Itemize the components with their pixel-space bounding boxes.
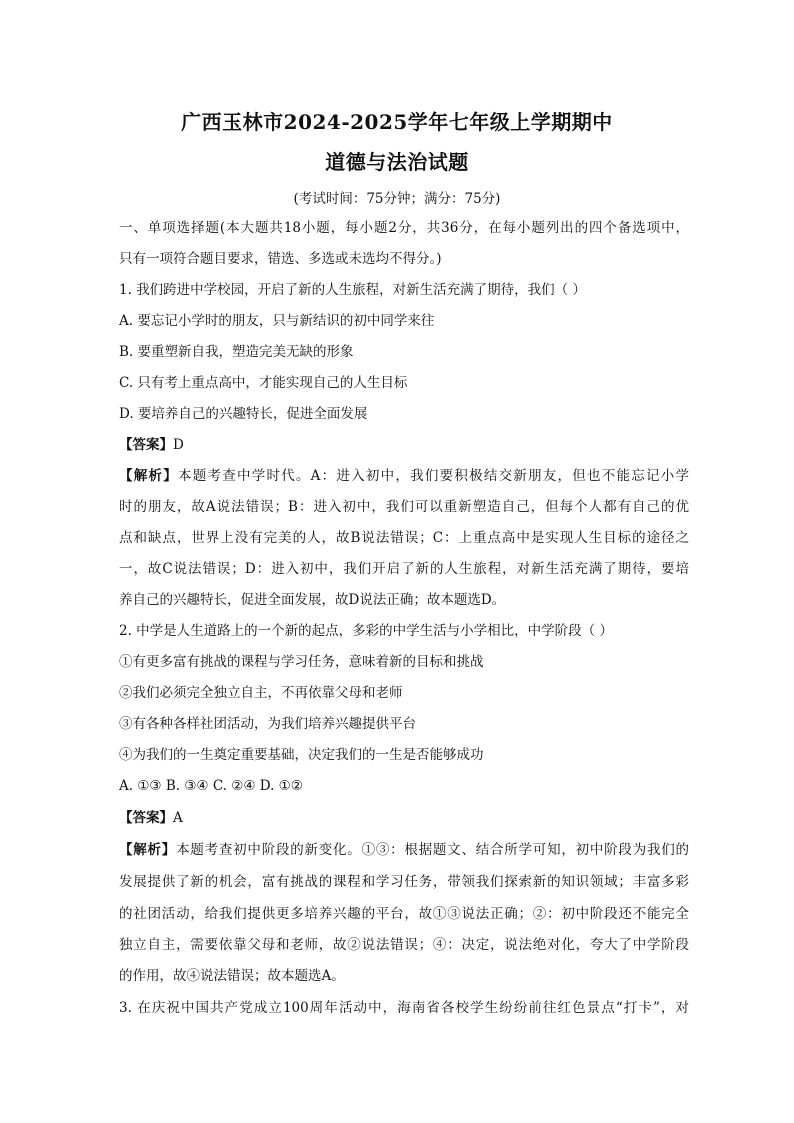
q2-analysis-line4: 独立自主，需要依靠父母和老师，故②说法错误；④：决定，说法绝对化，夸大了中学阶段 (119, 937, 689, 953)
q1-analysis-line1 (119, 466, 689, 486)
q1-answer (119, 435, 689, 455)
q1-option-b: B. 要重塑新自我，塑造完美无缺的形象 (119, 344, 354, 360)
q2-options: A. ①③ B. ③④ C. ②④ D. ①② (119, 778, 303, 794)
q2-analysis-text1: 本题考查初中阶段的新变化。①③：根据题文、结合所学可知，初中阶段为我们的 (176, 842, 689, 858)
q1-analysis-line5: 养自己的兴趣特长，促进全面发展，故D说法正确；故本题选D。 (119, 592, 506, 608)
q2-item1: ①有更多富有挑战的课程与学习任务，意味着新的目标和挑战 (119, 654, 484, 670)
q2-analysis-line2: 发展提供了新的机会，富有挑战的课程和学习任务，带领我们探索新的知识领域；丰富多彩 (119, 874, 689, 890)
q2-analysis-line1 (119, 840, 689, 860)
document-title-line2: 道德与法治试题 (325, 150, 469, 174)
section-intro-line1: 一、单项选择题(本大题共18小题，每小题2分，共36分，在每小题列出的四个备选项中， (119, 220, 689, 236)
q2-analysis-line5: 的作用，故④说法错误；故本题选A。 (119, 968, 345, 984)
q2-analysis-tag: 【解析】 (119, 842, 177, 858)
section-intro-line2: 只有一项符合题目要求，错选、多选或未选均不得分。) (119, 251, 442, 267)
q1-analysis-line3: 点和缺点，世界上没有完美的人，故B说法错误；C：上重点高中是实现人生目标的途径之 (119, 530, 689, 546)
q2-answer-value: A (173, 810, 183, 826)
q3-stem: 3. 在庆祝中国共产党成立100周年活动中，海南省各校学生纷纷前往红色景点“打卡”，对 (119, 1000, 689, 1016)
q2-stem: 2. 中学是人生道路上的一个新的起点，多彩的中学生活与小学相比，中学阶段（ ） (119, 623, 613, 639)
q1-stem: 1. 我们跨进中学校园，开启了新的人生旅程，对新生活充满了期待，我们（ ） (119, 282, 586, 298)
exam-info: (考试时间：75分钟；满分：75分) (293, 191, 501, 207)
q1-option-c: C. 只有考上重点高中，才能实现自己的人生目标 (119, 375, 408, 391)
q2-analysis-line3: 的社团活动，给我们提供更多培养兴趣的平台，故①③说法正确；②：初中阶段还不能完全 (119, 906, 689, 922)
document-title-line1: 广西玉林市2024-2025学年七年级上学期期中 (181, 110, 613, 134)
q1-answer-tag: 【答案】 (119, 437, 173, 453)
q1-analysis-line2: 时的朋友，故A说法错误；B：进入初中，我们可以重新塑造自己，但每个人都有自己的优 (119, 499, 689, 515)
q2-item4: ④为我们的一生奠定重要基础，决定我们的一生是否能够成功 (119, 747, 484, 763)
q1-answer-value: D (173, 437, 184, 453)
q1-analysis-tag: 【解析】 (119, 468, 178, 484)
q1-analysis-text1: 本题考查中学时代。A：进入初中，我们要积极结交新朋友，但也不能忘记小学 (177, 468, 689, 484)
q2-answer-tag: 【答案】 (119, 810, 173, 826)
q1-option-a: A. 要忘记小学时的朋友，只与新结识的初中同学来往 (119, 313, 435, 329)
q1-option-d: D. 要培养自己的兴趣特长，促进全面发展 (119, 406, 368, 422)
q2-item3: ③有各种各样社团活动，为我们培养兴趣提供平台 (119, 716, 416, 732)
q1-analysis-line4: 一，故C说法错误；D：进入初中，我们开启了新的人生旅程，对新生活充满了期待，要培 (119, 561, 689, 577)
q2-answer (119, 808, 689, 828)
q2-item2: ②我们必须完全独立自主，不再依靠父母和老师 (119, 685, 403, 701)
